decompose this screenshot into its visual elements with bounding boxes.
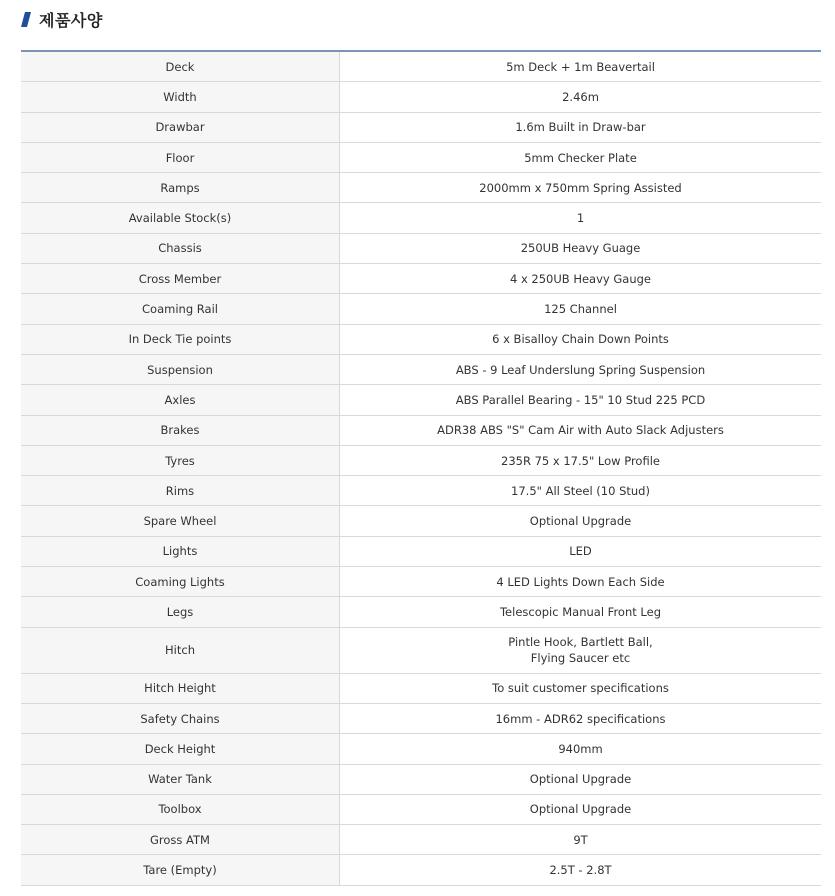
spec-label: Lights xyxy=(21,536,340,566)
spec-value-line: 16mm - ADR62 specifications xyxy=(495,711,666,726)
spec-value-line: 4 x 250UB Heavy Gauge xyxy=(509,271,651,286)
table-row xyxy=(21,264,821,294)
table-row xyxy=(21,294,821,324)
spec-value-line: Pintle Hook, Bartlett Ball, xyxy=(508,635,653,650)
spec-value xyxy=(340,142,822,172)
spec-label: Hitch xyxy=(21,627,340,673)
spec-value-line: Optional Upgrade xyxy=(529,802,632,817)
spec-value xyxy=(340,324,822,354)
spec-value-line: 6 x Bisalloy Chain Down Points xyxy=(492,332,669,347)
spec-value xyxy=(340,112,822,142)
spec-value xyxy=(340,294,822,324)
spec-value-line: 1 xyxy=(576,211,585,226)
spec-label: Legs xyxy=(21,597,340,627)
spec-value xyxy=(340,233,822,263)
spec-value xyxy=(340,445,822,475)
table-row xyxy=(21,597,821,627)
spec-value-line: 17.5" All Steel (10 Stud) xyxy=(511,483,650,498)
spec-value-line: 940mm xyxy=(558,741,603,756)
spec-value-line: ADR38 ABS "S" Cam Air with Auto Slack Adjusters xyxy=(437,423,724,438)
spec-label: In Deck Tie points xyxy=(21,324,340,354)
table-row xyxy=(21,536,821,566)
spec-label: Tyres xyxy=(21,445,340,475)
table-row xyxy=(21,764,821,794)
spec-label: Spare Wheel xyxy=(21,506,340,536)
spec-label: Toolbox xyxy=(21,794,340,824)
spec-value xyxy=(340,764,822,794)
spec-label: Drawbar xyxy=(21,112,340,142)
spec-value xyxy=(340,825,822,855)
spec-value xyxy=(340,385,822,415)
spec-value xyxy=(340,794,822,824)
table-row xyxy=(21,476,821,506)
spec-label: Hitch Height xyxy=(21,673,340,703)
section-title: 제품사양 xyxy=(39,10,103,30)
table-row xyxy=(21,445,821,475)
spec-label: Safety Chains xyxy=(21,703,340,733)
table-row xyxy=(21,734,821,764)
table-row xyxy=(21,673,821,703)
spec-value-line: Optional Upgrade xyxy=(529,772,632,787)
table-row xyxy=(21,415,821,445)
spec-value xyxy=(340,82,822,112)
spec-label: Ramps xyxy=(21,173,340,203)
spec-value xyxy=(340,506,822,536)
spec-value xyxy=(340,536,822,566)
section-heading xyxy=(20,6,103,32)
spec-value-line: ABS Parallel Bearing - 15" 10 Stud 225 PCD xyxy=(455,392,706,407)
spec-value xyxy=(340,734,822,764)
spec-label: Suspension xyxy=(21,354,340,384)
spec-label: Water Tank xyxy=(21,764,340,794)
spec-label: Deck Height xyxy=(21,734,340,764)
spec-label: Axles xyxy=(21,385,340,415)
spec-label: Chassis xyxy=(21,233,340,263)
spec-value xyxy=(340,51,822,82)
table-row xyxy=(21,627,821,673)
spec-label: Width xyxy=(21,82,340,112)
spec-value xyxy=(340,203,822,233)
spec-value-line: ABS - 9 Leaf Underslung Spring Suspension xyxy=(455,362,706,377)
spec-label: Available Stock(s) xyxy=(21,203,340,233)
table-row xyxy=(21,233,821,263)
slash-bar-icon xyxy=(20,11,33,28)
table-row xyxy=(21,51,821,82)
table-row xyxy=(21,82,821,112)
spec-label: Gross ATM xyxy=(21,825,340,855)
table-row xyxy=(21,703,821,733)
table-row xyxy=(21,112,821,142)
spec-value-line: 2.5T - 2.8T xyxy=(549,863,612,878)
spec-value-line: LED xyxy=(569,544,592,559)
spec-value xyxy=(340,673,822,703)
spec-label: Coaming Rail xyxy=(21,294,340,324)
spec-value-line: 2000mm x 750mm Spring Assisted xyxy=(479,180,682,195)
spec-label: Tare (Empty) xyxy=(21,855,340,885)
spec-value xyxy=(340,703,822,733)
spec-table xyxy=(21,50,821,886)
spec-value-line: To suit customer specifications xyxy=(492,681,669,696)
spec-value xyxy=(340,567,822,597)
table-row xyxy=(21,354,821,384)
spec-label: Deck xyxy=(21,51,340,82)
spec-value-line: 125 Channel xyxy=(544,302,617,317)
spec-value-line: 4 LED Lights Down Each Side xyxy=(496,574,665,589)
spec-value-line: Telescopic Manual Front Leg xyxy=(499,604,661,619)
spec-value-line: 235R 75 x 17.5" Low Profile xyxy=(501,453,660,468)
spec-value xyxy=(340,173,822,203)
spec-table-body xyxy=(21,51,821,885)
spec-value xyxy=(340,415,822,445)
spec-value-line: 5mm Checker Plate xyxy=(524,150,637,165)
spec-value xyxy=(340,855,822,885)
spec-label: Brakes xyxy=(21,415,340,445)
table-row xyxy=(21,825,821,855)
spec-value-line: 1.6m Built in Draw-bar xyxy=(515,120,646,135)
table-row xyxy=(21,324,821,354)
spec-value-line: Optional Upgrade xyxy=(529,514,632,529)
table-row xyxy=(21,173,821,203)
spec-value xyxy=(340,354,822,384)
spec-value xyxy=(340,476,822,506)
table-row xyxy=(21,142,821,172)
spec-value-line: 250UB Heavy Guage xyxy=(520,241,641,256)
spec-label: Coaming Lights xyxy=(21,567,340,597)
table-row xyxy=(21,567,821,597)
spec-value-line: 2.46m xyxy=(562,89,599,104)
spec-label: Floor xyxy=(21,142,340,172)
spec-value xyxy=(340,597,822,627)
spec-label: Cross Member xyxy=(21,264,340,294)
table-row xyxy=(21,203,821,233)
spec-value xyxy=(340,264,822,294)
spec-value-line: Flying Saucer etc xyxy=(530,651,631,666)
spec-value-line: 9T xyxy=(573,832,588,847)
table-row xyxy=(21,855,821,885)
table-row xyxy=(21,794,821,824)
spec-value xyxy=(340,627,822,673)
spec-value-line: 5m Deck + 1m Beavertail xyxy=(506,59,655,74)
table-row xyxy=(21,385,821,415)
table-row xyxy=(21,506,821,536)
spec-label: Rims xyxy=(21,476,340,506)
